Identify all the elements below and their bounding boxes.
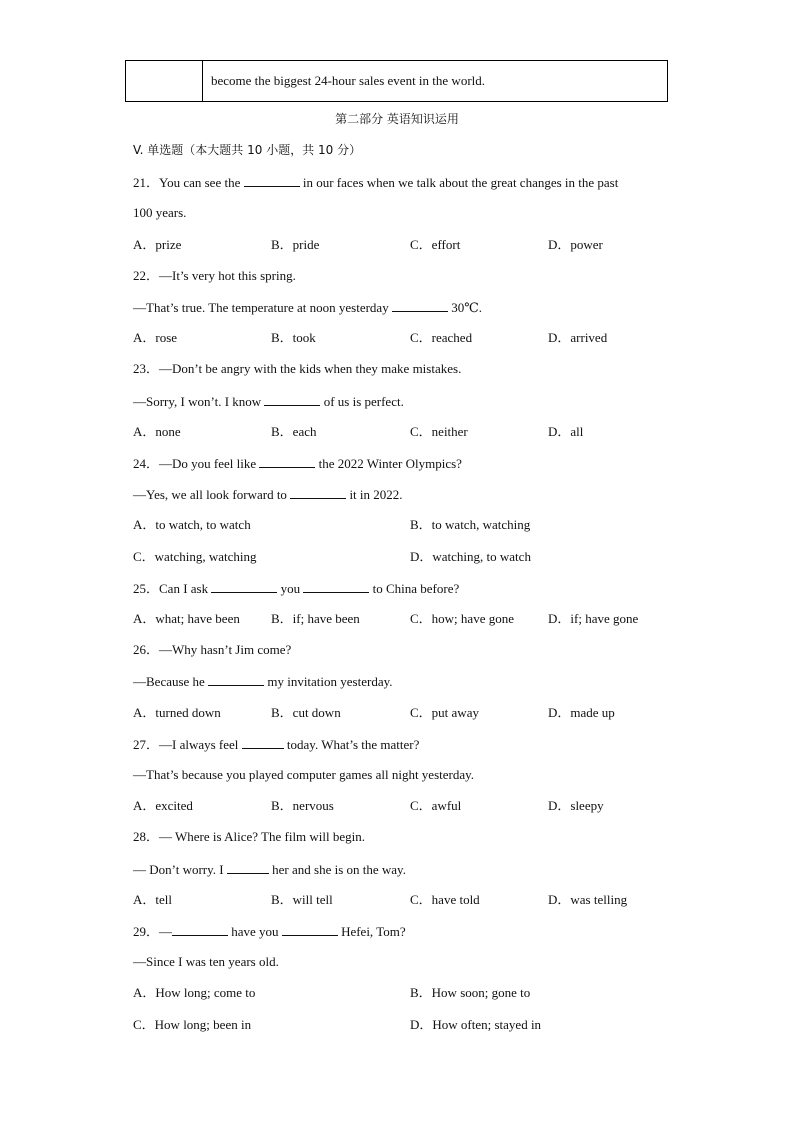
answer-blank — [244, 174, 300, 187]
option-a: A．to watch, to watch — [133, 517, 251, 532]
option-d: D．made up — [548, 705, 615, 720]
question-23-line-1: 23．—Don’t be angry with the kids when they make mistakes. — [133, 361, 462, 376]
question-25-line-1: 25．Can I ask you to China before? — [133, 581, 460, 596]
option-c: C．watching, watching — [133, 549, 257, 564]
option-c: C．How long; been in — [133, 1017, 252, 1032]
option-d: D．watching, to watch — [410, 549, 531, 564]
answer-blank — [303, 580, 369, 593]
question-29-line-2: —Since I was ten years old. — [133, 954, 279, 969]
question-23-line-2: —Sorry, I won’t. I know of us is perfect. — [133, 394, 404, 409]
question-27-line-2: —That’s because you played computer games all night yesterday. — [133, 767, 475, 782]
question-21-line-1: 21．You can see the in our faces when we talk about the great changes in the past — [133, 175, 619, 190]
option-a: A．none — [133, 424, 181, 439]
question-22-line-1: 22．—It’s very hot this spring. — [133, 268, 296, 283]
option-a: A．prize — [133, 237, 182, 252]
question-21-line-2: 100 years. — [133, 205, 187, 220]
part-header: V. 单选题（本大题共 10 小题，共 10 分） — [133, 143, 362, 157]
question-29-line-1: 29．— have you Hefei, Tom? — [133, 924, 406, 939]
option-b: B．How soon; gone to — [410, 985, 531, 1000]
option-a: A．excited — [133, 798, 193, 813]
question-28-line-2: — Don’t worry. I her and she is on the way. — [133, 862, 406, 877]
option-d: D．was telling — [548, 892, 628, 907]
option-d: D．power — [548, 237, 603, 252]
question-22-line-2: —That’s true. The temperature at noon yesterday 30℃. — [133, 300, 482, 315]
option-a: A．rose — [133, 330, 178, 345]
option-d: D．arrived — [548, 330, 608, 345]
option-c: C．have told — [410, 892, 480, 907]
option-c: C．reached — [410, 330, 473, 345]
question-28-line-1: 28．— Where is Alice? The film will begin. — [133, 829, 366, 844]
option-c: C．how; have gone — [410, 611, 514, 626]
table-cell-empty — [126, 61, 203, 101]
answer-blank — [242, 736, 284, 749]
option-b: B．to watch, watching — [410, 517, 531, 532]
answer-blank — [290, 486, 346, 499]
answer-blank — [227, 861, 269, 874]
question-26-line-2: —Because he my invitation yesterday. — [133, 674, 393, 689]
option-b: B．nervous — [271, 798, 334, 813]
answer-blank — [392, 299, 448, 312]
option-b: B．each — [271, 424, 317, 439]
option-b: B．cut down — [271, 705, 341, 720]
option-b: B．pride — [271, 237, 320, 252]
answer-blank — [282, 923, 338, 936]
option-a: A．How long; come to — [133, 985, 256, 1000]
option-b: B．if; have been — [271, 611, 360, 626]
question-26-line-1: 26．—Why hasn’t Jim come? — [133, 642, 292, 657]
answer-blank — [211, 580, 277, 593]
answer-blank — [208, 673, 264, 686]
answer-blank — [172, 923, 228, 936]
option-b: B．will tell — [271, 892, 333, 907]
option-a: A．what; have been — [133, 611, 240, 626]
option-d: D．if; have gone — [548, 611, 639, 626]
answer-table — [125, 60, 668, 102]
question-27-line-1: 27．—I always feel today. What’s the matter? — [133, 737, 420, 752]
answer-blank — [264, 393, 320, 406]
answer-blank — [259, 455, 315, 468]
option-d: D．How often; stayed in — [410, 1017, 542, 1032]
option-c: C．awful — [410, 798, 462, 813]
section-title: 第二部分 英语知识运用 — [335, 112, 459, 126]
question-24-line-2: —Yes, we all look forward to it in 2022. — [133, 487, 403, 502]
option-c: C．neither — [410, 424, 468, 439]
option-d: D．all — [548, 424, 584, 439]
option-c: C．effort — [410, 237, 461, 252]
table-cell-text: become the biggest 24-hour sales event in the world. — [211, 73, 486, 88]
option-a: A．turned down — [133, 705, 221, 720]
option-d: D．sleepy — [548, 798, 604, 813]
option-c: C．put away — [410, 705, 479, 720]
question-24-line-1: 24．—Do you feel like the 2022 Winter Olympics? — [133, 456, 462, 471]
option-a: A．tell — [133, 892, 172, 907]
option-b: B．took — [271, 330, 316, 345]
